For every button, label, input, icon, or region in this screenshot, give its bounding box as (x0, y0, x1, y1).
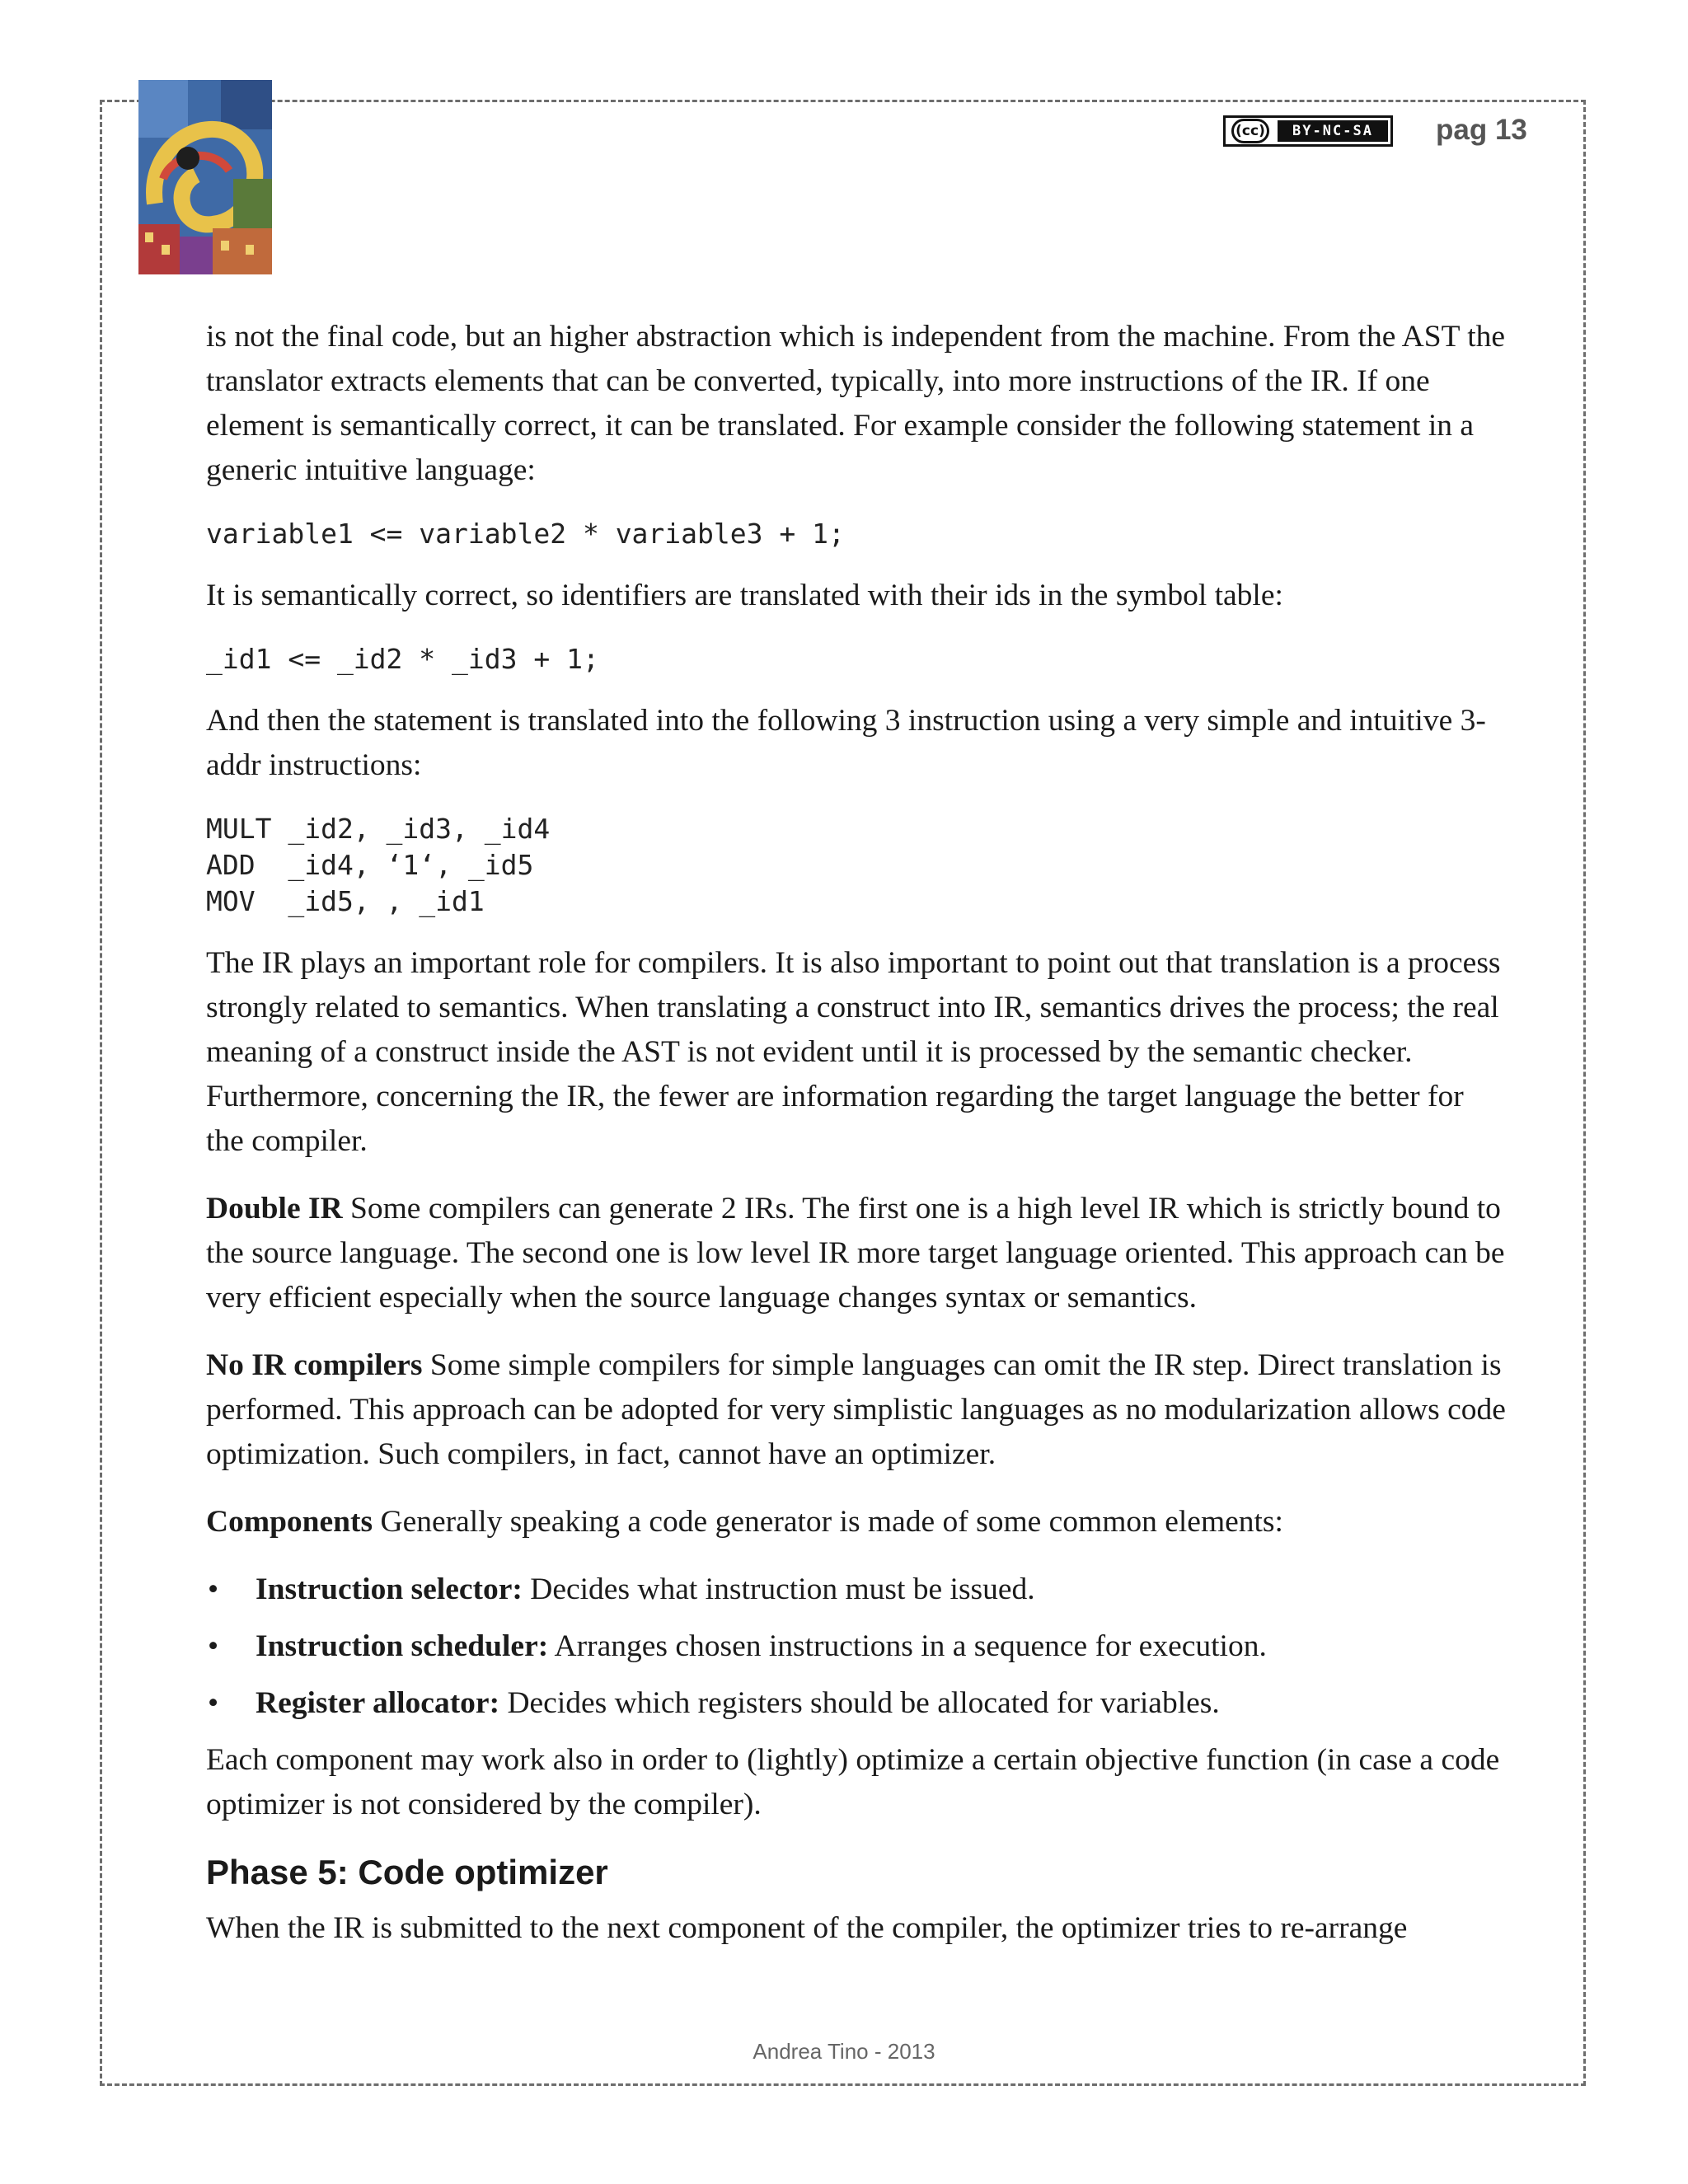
code-block-2: _id1 <= _id2 * _id3 + 1; (206, 643, 599, 675)
cc-logo-text: (cc) (1231, 119, 1269, 143)
page-content (206, 315, 1508, 1974)
paragraph-1: is not the final code, but an higher abstraction which is independent from the machine. From the AST the translator extracts elements that can be converted, typically, into more instructions of the IR. If one element is semantically correct, it can be translated. For example consider the following statement in a generic intuitive language: (206, 320, 1506, 487)
paragraph-4: The IR plays an important role for compilers. It is also important to point out that translation is a process strongly related to semantics. When translating a construct into IR, semantics drives the process; the real meaning of a construct inside the AST is not evident until it is processed by the semantic checker. Furthermore, concerning the IR, the fewer are information regarding the target language the better for the compiler. (206, 946, 1501, 1158)
paragraph-3: And then the statement is translated into the following 3 instruction using a very simple and intuitive 3-addr instructions: (206, 704, 1486, 782)
list-item (206, 1568, 1508, 1612)
no-ir-text: Some simple compilers for simple languages can omit the IR step. Direct translation is performed. This approach can be adopted for very simplistic languages as no modularization allows code optimization. Such compilers, in fact, cannot have an optimizer. (206, 1348, 1506, 1471)
list-item-term: Instruction scheduler: (256, 1629, 549, 1663)
license-terms: BY-NC-SA (1278, 120, 1388, 142)
list-item-term: Instruction selector: (256, 1572, 523, 1606)
section-heading: Phase 5: Code optimizer (206, 1853, 608, 1891)
cc-logo (1226, 118, 1275, 144)
list-item-text: Arranges chosen instructions in a sequence for execution. (548, 1629, 1267, 1663)
cc-license-badge[interactable] (1223, 115, 1393, 147)
double-ir-paragraph (206, 1187, 1508, 1320)
double-ir-term: Double IR (206, 1192, 343, 1226)
components-term: Components (206, 1505, 373, 1539)
list-item-text: Decides which registers should be allocated for variables. (499, 1686, 1220, 1720)
no-ir-term: No IR compilers (206, 1348, 423, 1382)
list-item-term: Register allocator: (256, 1686, 500, 1720)
paragraph-5: Each component may work also in order to (lightly) optimize a certain objective function (in case a code optimizer is not considered by the compiler). (206, 1743, 1500, 1821)
paragraph-6: When the IR is submitted to the next component of the compiler, the optimizer tries to re-arrange (206, 1911, 1408, 1945)
components-list (206, 1568, 1508, 1726)
code-block-1: variable1 <= variable2 * variable3 + 1; (206, 518, 845, 550)
page-number: pag 13 (1436, 114, 1527, 146)
code-block-3: MULT _id2, _id3, _id4 ADD _id4, ‘1‘, _id5 MOV _id5, , _id1 (206, 813, 551, 917)
list-item-text: Decides what instruction must be issued. (522, 1572, 1035, 1606)
components-paragraph (206, 1500, 1508, 1544)
page-footer: Andrea Tino - 2013 (753, 2039, 935, 2064)
components-text: Generally speaking a code generator is made of some common elements: (373, 1505, 1283, 1539)
paragraph-2: It is semantically correct, so identifiers are translated with their ids in the symbol table: (206, 579, 1283, 612)
no-ir-paragraph (206, 1343, 1508, 1477)
double-ir-text: Some compilers can generate 2 IRs. The first one is a high level IR which is strictly bound to the source language. The second one is low level IR more target language oriented. This approach can be very efficient especially when the source language changes syntax or semantics. (206, 1192, 1505, 1315)
list-item (206, 1681, 1508, 1726)
cover-thumbnail (138, 80, 272, 274)
list-item (206, 1624, 1508, 1669)
